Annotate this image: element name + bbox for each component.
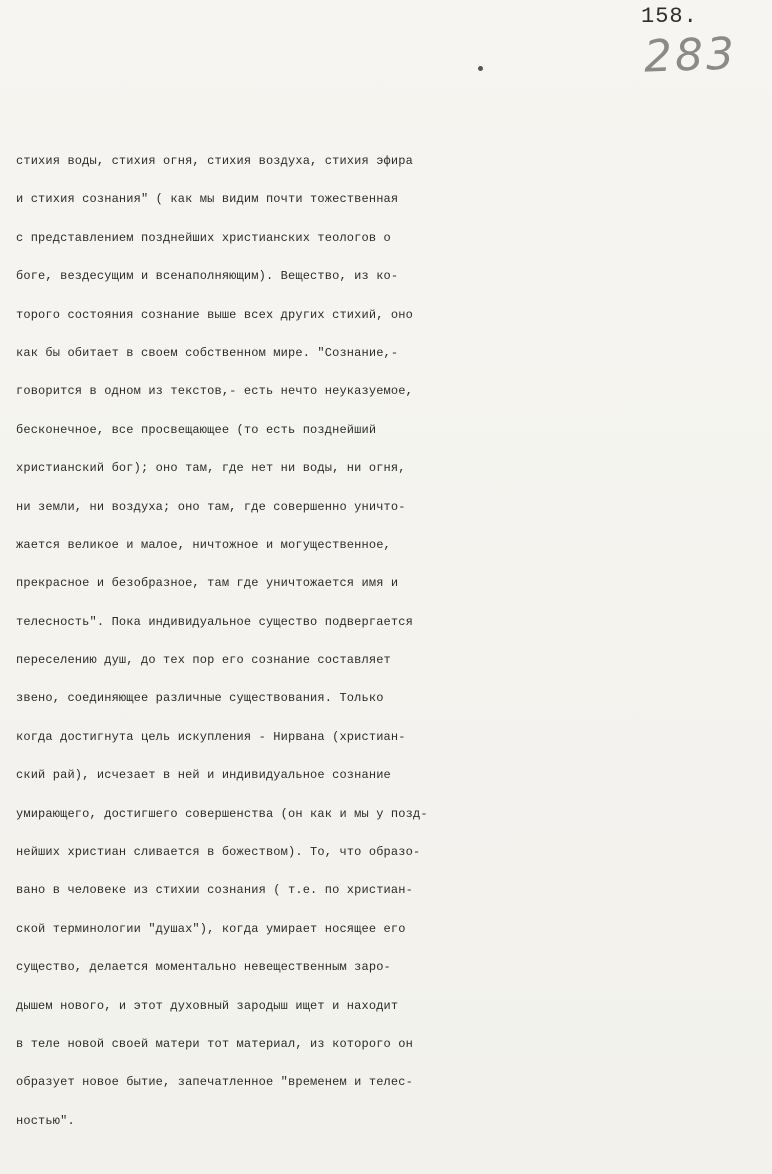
text-line: дышем нового, и этот духовный зародыш ищет и находит: [16, 998, 399, 1013]
text-line: боге, вездесущим и всенаполняющим). Вещество, из ко-: [16, 269, 399, 284]
text-line: с представлением позднейших христианских теологов о: [16, 230, 391, 245]
text-line: жается великое и малое, ничтожное и могущественное,: [16, 537, 391, 552]
text-line: звено, соединяющее различные существования. Только: [16, 691, 384, 706]
text-line: существо, делается моментально невещественным заро-: [16, 960, 391, 975]
text-line: ский рай), исчезает в ней и индивидуальное сознание: [16, 768, 391, 783]
text-line: нейших христиан сливается в божеством). То, что образо-: [16, 845, 421, 860]
text-line: ни земли, ни воздуха; оно там, где совершенно уничто-: [16, 499, 406, 514]
text-line: бесконечное, все просвещающее (то есть позднейший: [16, 422, 377, 437]
text-line: стихия воды, стихия огня, стихия воздуха, стихия эфира: [16, 154, 413, 168]
text-line: образует новое бытие, запечатленное "временем и телес-: [16, 1075, 413, 1090]
text-line: торого состояния сознание выше всех других стихий, оно: [16, 307, 413, 322]
text-line: прекрасное и безобразное, там где уничтожается имя и: [16, 576, 399, 591]
text-line: вано в человеке из стихии сознания ( т.е. по христиан-: [16, 883, 413, 898]
text-line: говорится в одном из текстов,- есть нечто неуказуемое,: [16, 384, 413, 399]
text-line: ностью".: [16, 1113, 75, 1128]
text-line: переселению душ, до тех пор его сознание составляет: [16, 653, 391, 668]
text-line: как бы обитает в своем собственном мире. "Сознание,-: [16, 345, 399, 360]
text-line: ской терминологии "душах"), когда умирает носящее его: [16, 921, 406, 936]
text-line: христианский бог); оно там, где нет ни воды, ни огня,: [16, 461, 406, 476]
text-line: в теле новой своей матери тот материал, из которого он: [16, 1036, 413, 1051]
page-number: 158.: [641, 4, 698, 29]
typewritten-body: [16, 142, 768, 1140]
text-line: умирающего, достигшего совершенства (он как и мы у позд-: [16, 806, 428, 821]
text-line: и стихия сознания" ( как мы видим почти тожественная: [16, 192, 399, 207]
text-line: телесность". Пока индивидуальное существо подвергается: [16, 614, 413, 629]
text-line: когда достигнута цель искупления - Нирвана (христиан-: [16, 729, 406, 744]
ink-dot: [478, 66, 483, 71]
handwritten-archive-number: 283: [643, 28, 738, 83]
